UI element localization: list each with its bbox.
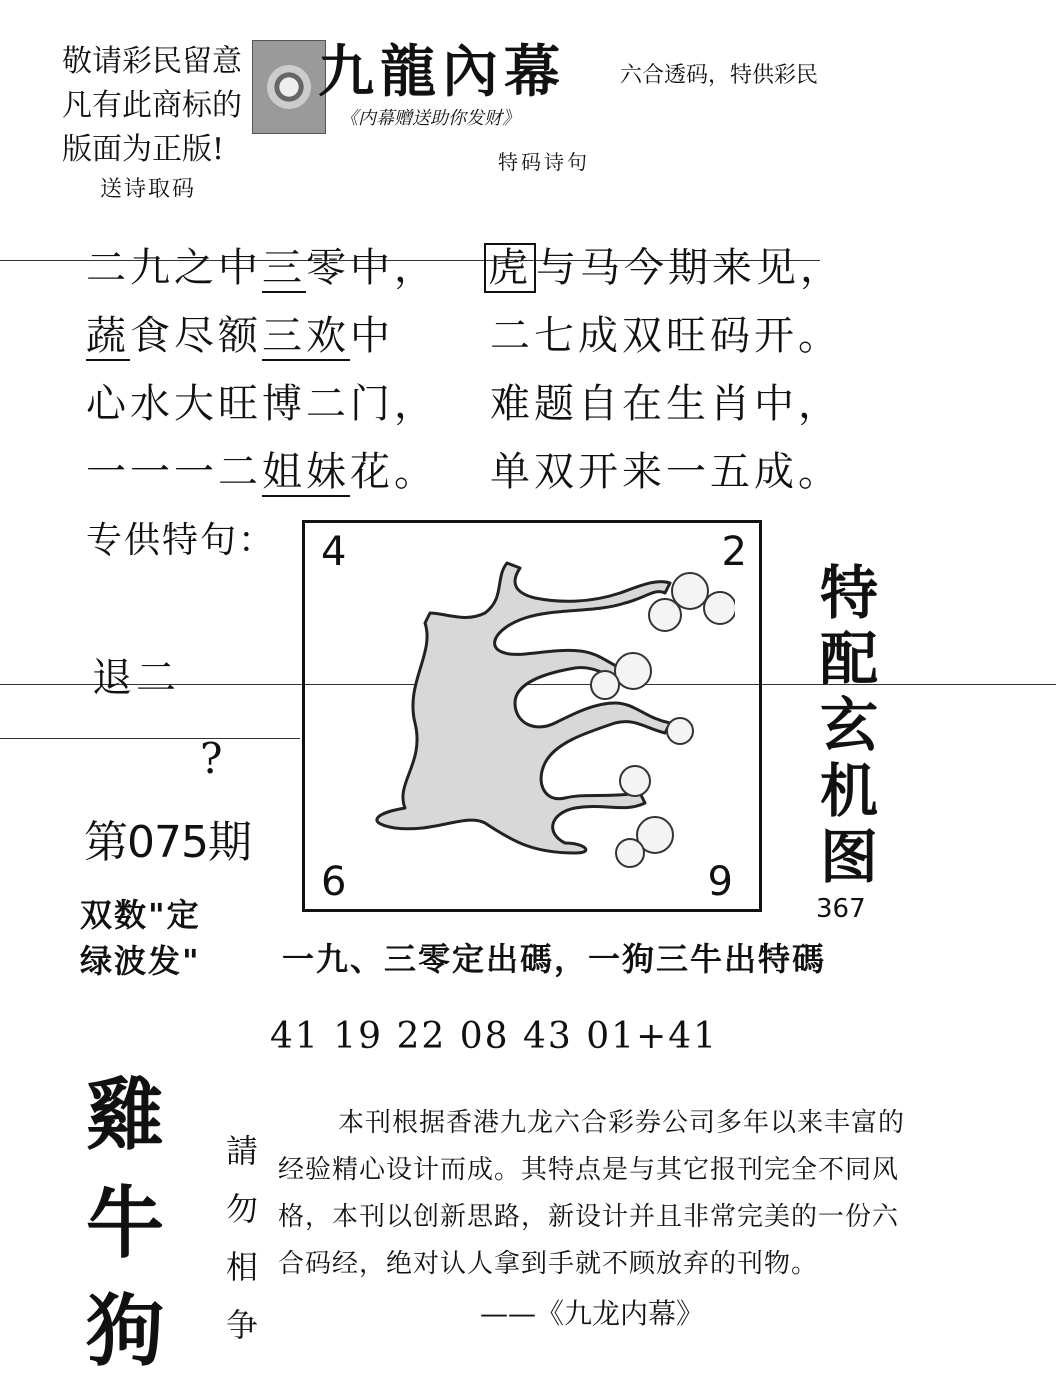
- zodiac-char: 牛: [86, 1178, 165, 1269]
- even-hint: 双数"定: [80, 896, 201, 934]
- notice-line: 版面为正版!: [62, 132, 225, 167]
- poem-segment: 一一一二: [86, 449, 262, 495]
- green-hint: 绿波发": [80, 942, 201, 980]
- poem-segment: 中: [350, 313, 394, 359]
- description: 本刊根据香港九龙六合彩券公司多年以来丰富的经验精心设计而成。其特点是与其它报刊完全不同风格，本刊以创新思路，新设计并且非常完美的一份六合码经，绝对认人拿到手就不顾放弃的刊物。: [278, 1108, 906, 1279]
- scan-line: [0, 738, 300, 739]
- pine-tree-icon: [335, 553, 735, 883]
- poem-underlined: 姐妹: [262, 449, 350, 495]
- song-label: 送诗取码: [100, 177, 197, 202]
- poem-line-right-4: 单双开来一五成。: [490, 449, 842, 495]
- poem-heading: 特码诗句: [498, 150, 590, 174]
- poem-segment: 二九之中: [86, 245, 262, 291]
- poem-boxed: 虎: [484, 243, 536, 293]
- issue-number: 第075期: [84, 817, 251, 868]
- notice-line: 凡有此商标的: [62, 88, 242, 123]
- page-title: 九龍內幕: [318, 39, 566, 105]
- corner-top-left: 4: [321, 529, 347, 575]
- poem-line-left-3: 心水大旺博二门，: [86, 381, 438, 427]
- corner-bottom-left: 6: [321, 859, 347, 905]
- poem-line-right-2: 二七成双旺码开。: [490, 313, 842, 359]
- corner-bottom-right: 9: [707, 859, 733, 905]
- please-column: [226, 1122, 266, 1354]
- poem-segment: 与马今期来见，: [536, 245, 844, 291]
- title-char: 机: [820, 757, 879, 825]
- signature: ——《九龙内幕》: [480, 1297, 705, 1330]
- poem-underlined: 三: [262, 245, 306, 291]
- poem-line-left-2: [86, 304, 394, 361]
- title-char: 配: [820, 625, 879, 693]
- poem-line-right-3: 难题自在生肖中，: [490, 381, 842, 427]
- title-char: 玄: [820, 691, 879, 759]
- please-char: 争: [226, 1306, 259, 1344]
- trademark-logo: [252, 40, 326, 134]
- poem-line-left-4: [86, 440, 438, 497]
- zodiac-column: [86, 1062, 176, 1386]
- poem-segment: 花。: [350, 449, 438, 495]
- mystery-number: 367: [816, 894, 866, 924]
- notice-line: 敬请彩民留意: [62, 44, 242, 79]
- poem-segment: 零中，: [306, 245, 438, 291]
- corner-top-right: 2: [721, 529, 747, 575]
- title-char: 图: [820, 823, 879, 891]
- poem-underlined: 欢: [306, 313, 350, 359]
- draw-numbers: 41 19 22 08 43 01+41: [270, 1016, 719, 1057]
- zodiac-char: 雞: [86, 1070, 165, 1161]
- question-mark: ?: [200, 734, 223, 783]
- number-hint: 一九、三零定出碼，一狗三牛出特碼: [282, 940, 827, 978]
- genuine-notice: [62, 40, 262, 172]
- mystery-picture: [302, 520, 762, 912]
- zodiac-char: 狗: [86, 1286, 165, 1377]
- poem-underlined: 蔬: [86, 313, 130, 359]
- retreat-text: 退二: [92, 655, 180, 701]
- logo-emblem-icon: [267, 65, 311, 109]
- title-char: 特: [820, 559, 879, 627]
- mystery-title: [820, 560, 886, 890]
- special-label: 专供特句：: [86, 520, 277, 561]
- tagline: 六合透码，特供彩民: [620, 63, 819, 88]
- poem-line-right-1: [484, 236, 844, 293]
- please-char: 請: [226, 1132, 259, 1170]
- subtitle: 《内幕赠送助你发财》: [340, 108, 520, 129]
- poem-underlined: 三: [262, 313, 306, 359]
- please-char: 勿: [226, 1190, 259, 1228]
- poem-line-left-1: [86, 236, 438, 293]
- poem-segment: 食尽额: [130, 313, 262, 359]
- please-char: 相: [226, 1248, 259, 1286]
